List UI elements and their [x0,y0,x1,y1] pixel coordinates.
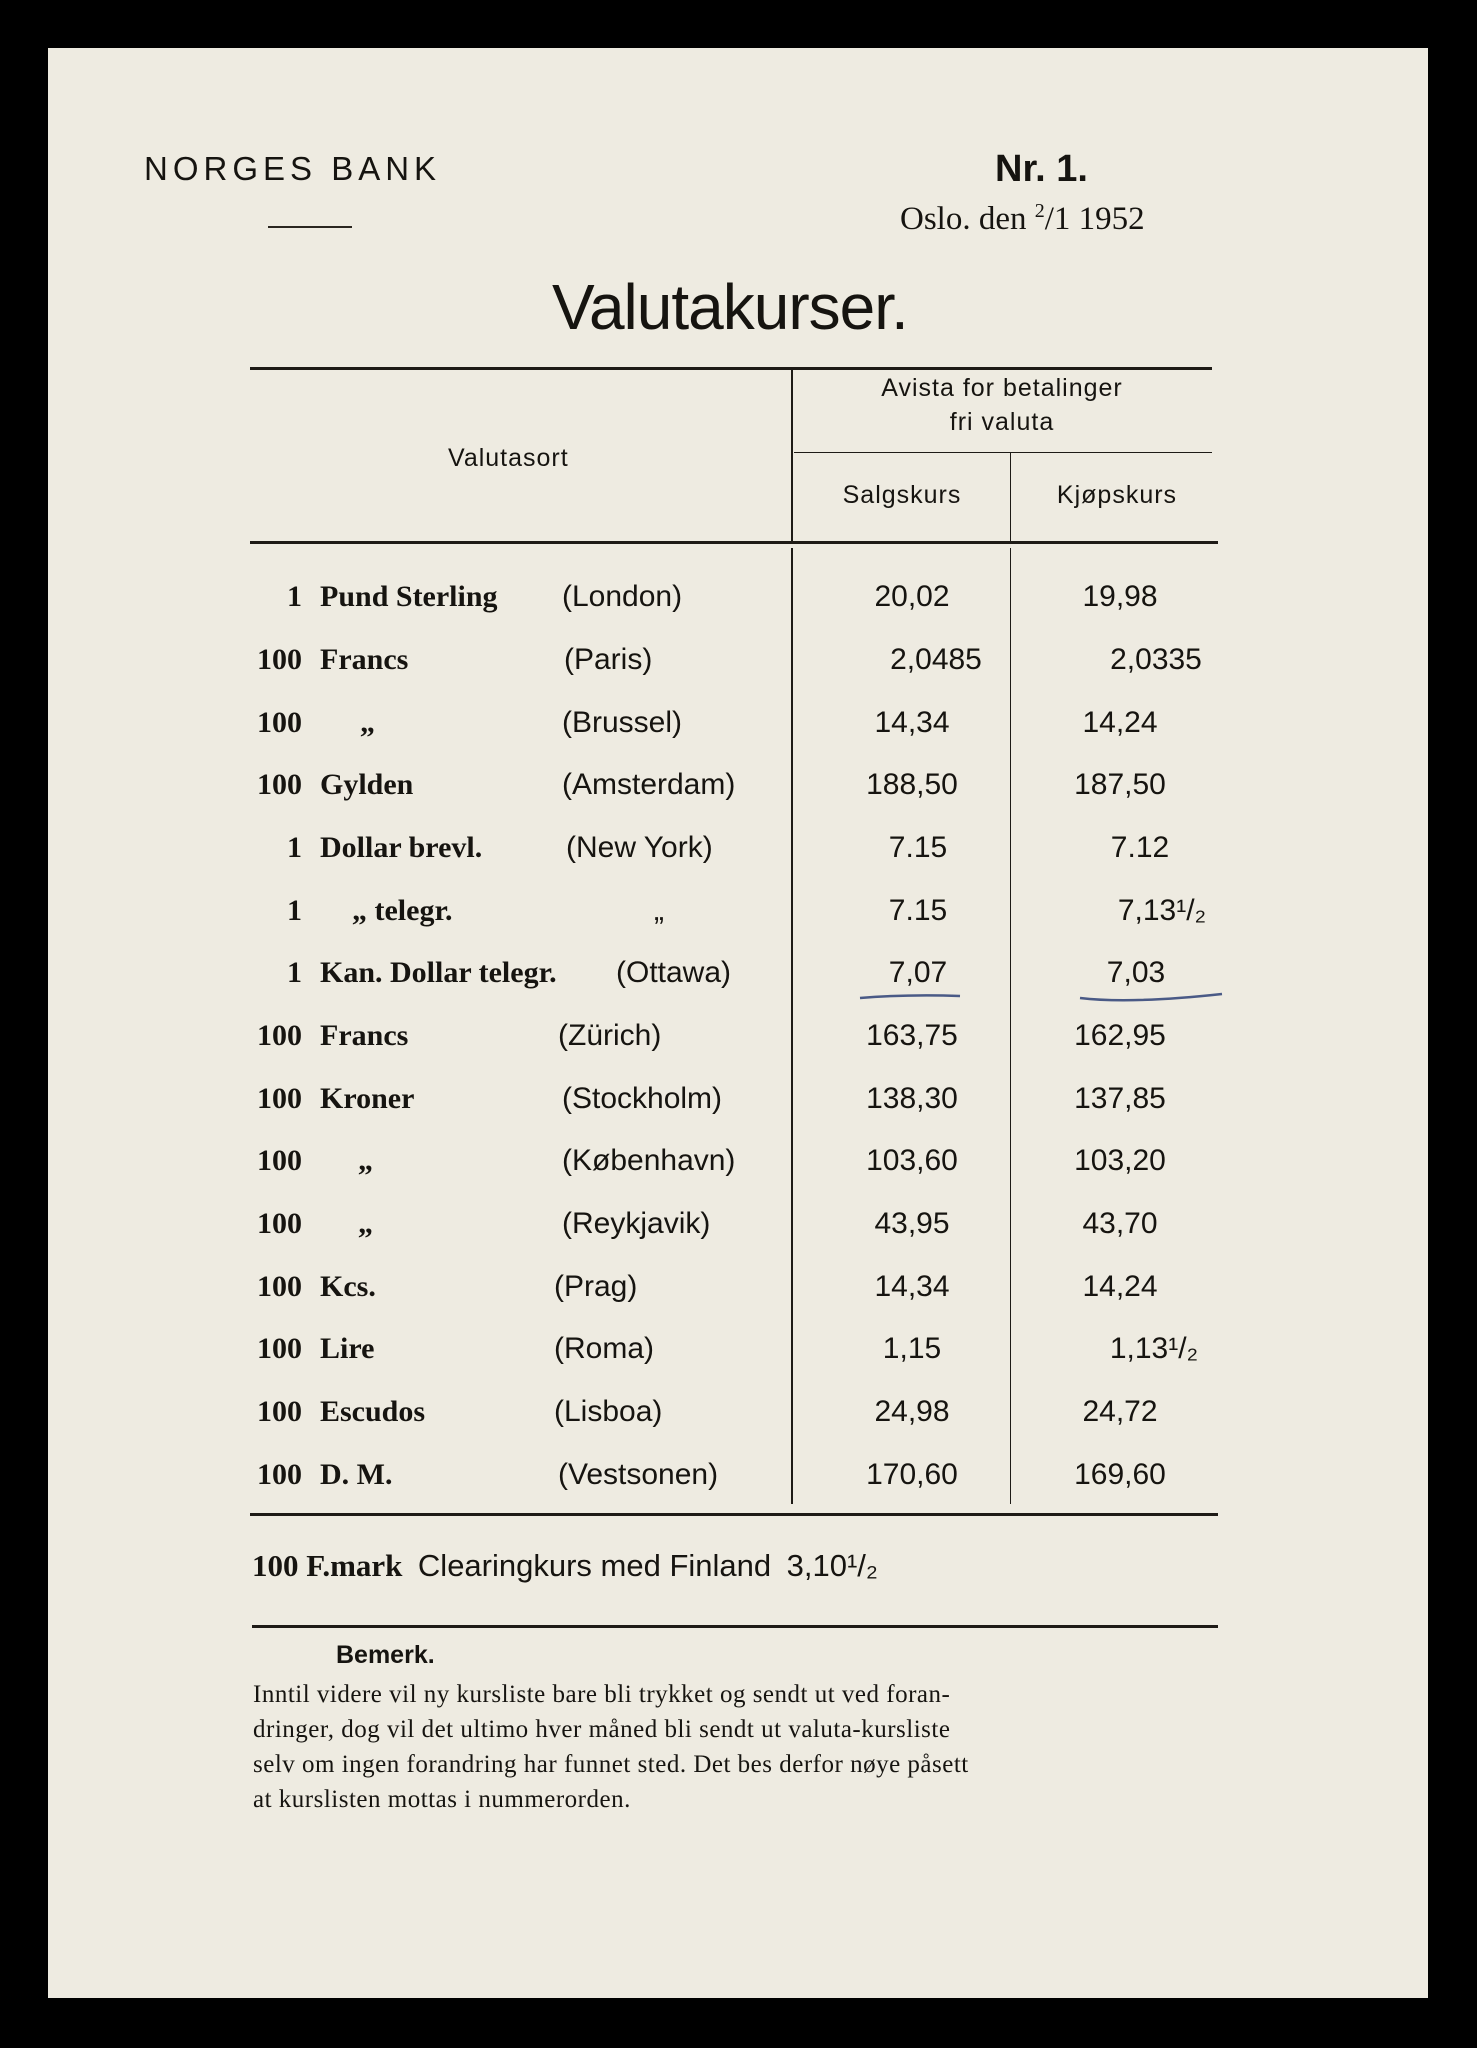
row-currency: Lire [320,1332,375,1365]
clearing-rate: 3,10¹/₂ [786,1548,878,1583]
list-number: Nr. 1. [995,148,1088,190]
row-amount: 100 [257,1270,302,1303]
date-month: /1 [1044,201,1071,237]
row-currency: Francs [320,643,409,676]
table-row [0,831,1477,881]
row-sell: 14,34 [874,1270,950,1303]
col-header-group-line2: fri valuta [949,408,1055,436]
row-city: (Zürich) [558,1019,662,1052]
row-currency: Dollar brevl. [320,831,483,864]
pencil-underline-marks [850,990,1230,1020]
table-bottom-rule [250,1513,1218,1516]
row-buy: 187,50 [1074,768,1166,801]
row-amount: 100 [257,1332,302,1365]
row-currency: „ [360,706,375,739]
row-sell: 103,60 [866,1144,958,1177]
date-day: 2 [1034,200,1045,222]
row-sell: 14,34 [874,706,950,739]
row-currency: Gylden [320,768,414,801]
row-city: (Amsterdam) [562,768,736,801]
row-buy: 19,98 [1082,580,1158,613]
row-buy: 7,03 [1106,956,1166,989]
table-row [0,1458,1477,1508]
row-sell: 170,60 [866,1458,958,1491]
table-row [0,1207,1477,1257]
row-amount: 100 [257,1019,302,1052]
row-city: (Brussel) [562,706,683,739]
row-city: (Lisboa) [554,1395,663,1428]
clearing-amount: 100 [252,1548,299,1583]
table-row [0,1019,1477,1069]
row-currency: „ telegr. [352,894,453,927]
row-amount: 1 [287,831,302,864]
row-city: (Reykjavik) [562,1207,711,1240]
table-top-rule [250,367,1212,370]
page-title: Valutakurser. [552,271,908,343]
row-amount: 1 [287,580,302,613]
row-buy: 162,95 [1074,1019,1166,1052]
row-currency: Kan. Dollar telegr. [320,956,557,989]
date-year: 1952 [1078,201,1145,237]
table-row [0,643,1477,693]
row-amount: 100 [257,706,302,739]
remark-heading: Bemerk. [336,1641,435,1669]
row-buy: 14,24 [1082,1270,1158,1303]
row-city: (New York) [566,831,713,864]
row-city: (London) [562,580,683,613]
table-row [0,1395,1477,1445]
remark-line: selv om ingen forandring har funnet sted. Det bes derfor nøye påsett [253,1751,969,1778]
row-buy: 137,85 [1074,1082,1166,1115]
remark-line: at kurslisten mottas i nummerorden. [253,1786,631,1813]
row-buy: 43,70 [1082,1207,1158,1240]
table-row [0,1082,1477,1132]
table-row [0,894,1477,944]
row-city: (Vestsonen) [558,1458,719,1491]
row-currency: „ [358,1207,373,1240]
row-city: „ [654,894,664,927]
row-city: (Stockholm) [562,1082,723,1115]
clearing-line [252,1548,878,1584]
row-sell: 138,30 [866,1082,958,1115]
row-buy: 2,0335 [1110,643,1202,676]
row-currency: „ [358,1144,373,1177]
table-row [0,1144,1477,1194]
row-currency: Kcs. [320,1270,376,1303]
col-header-group-line1: Avista for betalinger [881,374,1123,402]
table-row [0,580,1477,630]
row-buy: 103,20 [1074,1144,1166,1177]
row-city: (Prag) [554,1270,638,1303]
row-sell: 20,02 [874,580,950,613]
row-sell: 7,07 [888,956,948,989]
row-amount: 1 [287,956,302,989]
remark-rule [252,1625,1218,1628]
table-row [0,1270,1477,1320]
table-row [0,768,1477,818]
row-sell: 24,98 [874,1395,950,1428]
row-buy: 7,13¹/₂ [1117,894,1207,927]
row-city: (Roma) [554,1332,655,1365]
row-buy: 24,72 [1082,1395,1158,1428]
row-amount: 100 [257,1144,302,1177]
row-amount: 100 [257,1458,302,1491]
col-header-sell: Salgskurs [842,481,962,509]
clearing-text: Clearingkurs med Finland [417,1548,772,1583]
row-buy: 7.12 [1110,831,1170,864]
row-city: (Ottawa) [616,956,732,989]
header-bottom-rule [250,541,1218,544]
bank-name: NORGES BANK [144,150,442,187]
row-sell: 163,75 [866,1019,958,1052]
row-amount: 100 [257,1395,302,1428]
row-sell: 7.15 [888,894,948,927]
row-currency: D. M. [320,1458,393,1491]
table-row [0,956,1477,1006]
bank-underline [268,226,352,228]
place-date [900,200,1145,238]
row-amount: 100 [257,768,302,801]
row-amount: 100 [257,1207,302,1240]
header-divider-mid [1010,453,1011,541]
remark-line: dringer, dog vil det ultimo hver måned bli sendt ut valuta-kursliste [253,1716,951,1743]
row-currency: Escudos [320,1395,426,1428]
place-date-prefix: Oslo. den [900,201,1027,237]
row-amount: 1 [287,894,302,927]
row-buy: 1,13¹/₂ [1109,1332,1199,1365]
row-sell: 1,15 [882,1332,942,1365]
group-header-rule [794,452,1212,453]
remark-line: Inntil videre vil ny kursliste bare bli trykket og sendt ut ved foran- [253,1681,951,1708]
row-currency: Francs [320,1019,409,1052]
row-amount: 100 [257,643,302,676]
row-sell: 7.15 [888,831,948,864]
row-city: (Paris) [564,643,653,676]
row-buy: 169,60 [1074,1458,1166,1491]
row-currency: Kroner [320,1082,415,1115]
row-currency: Pund Sterling [320,580,498,613]
clearing-currency: F.mark [306,1548,403,1583]
remark-text [253,1677,1223,1817]
row-city: (København) [562,1144,736,1177]
col-header-buy: Kjøpskurs [1056,481,1178,509]
row-sell: 188,50 [866,768,958,801]
row-sell: 43,95 [874,1207,950,1240]
row-buy: 14,24 [1082,706,1158,739]
table-row [0,706,1477,756]
col-header-currency: Valutasort [448,444,569,472]
row-sell: 2,0485 [890,643,982,676]
row-amount: 100 [257,1082,302,1115]
table-row [0,1332,1477,1382]
